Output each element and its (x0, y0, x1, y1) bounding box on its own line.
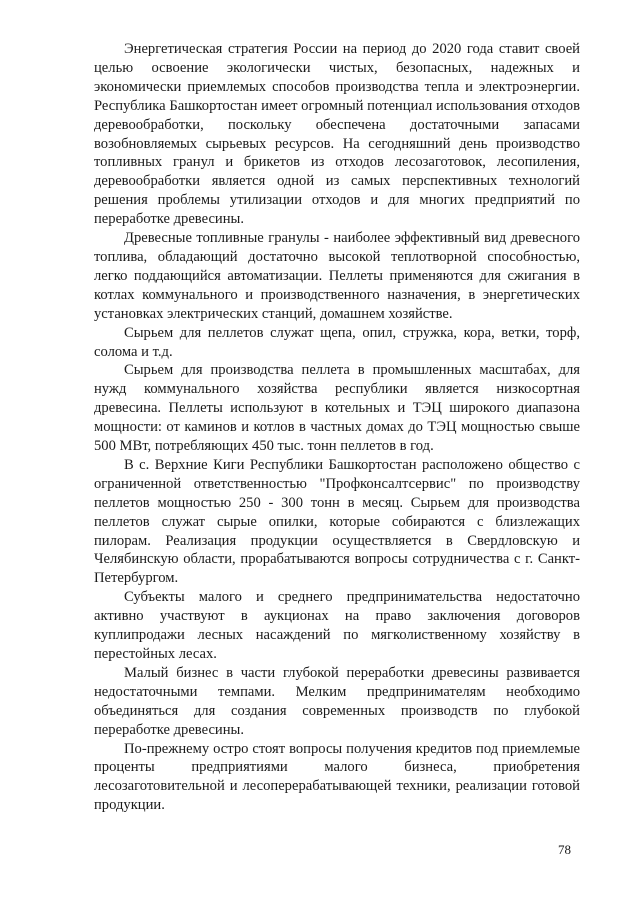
paragraph-small-business-auctions: Субъекты малого и среднего предпринимательства недостаточно активно участвуют в аукционах на право заключения договоров куплипродажи лесных насаждений по мягколиственному хозяйству в перестойных лесах. (94, 589, 580, 662)
paragraph-verkhnie-kigi: В с. Верхние Киги Республики Башкортостан расположено общество с ограниченной ответственностью "Профконсалтсервис" по производству пеллетов мощностью 250 - 300 тонн в месяц. Сырьем для производства пеллетов служат сырые опилки, которые собираются с близлежащих пилорам. Реализация продукции осуществляется в Свердловскую и Челябинскую области, прорабатываются вопросы сотрудничества с г. Санкт-Петербургом. (94, 456, 580, 587)
paragraph-energy-strategy: Энергетическая стратегия России на период до 2020 года ставит своей целью освоение экологически чистых, безопасных, надежных и экономически приемлемых способов производства тепла и электроэнергии. Республика Башкортостан имеет огромный потенциал использования отходов деревообработки, поскольку обеспечена достаточными запасами возобновляемых сырьевых ресурсов. На сегодняшний день производство топливных гранул и брикетов из отходов лесозаготовок, лесопиления, деревообработки является одной из самых перспективных технологий решения проблемы утилизации отходов и для многих предприятий по переработке древесины. (94, 41, 580, 228)
body-text (94, 40, 580, 815)
page-number: 78 (558, 842, 571, 857)
paragraph-credits: По-прежнему остро стоят вопросы получения кредитов под приемлемые проценты предприятиями малого бизнеса, приобретения лесозаготовительной и лесоперерабатывающей техники, реализации готовой продукции. (94, 740, 580, 814)
paragraph-fuel-pellets: Древесные топливные гранулы - наиболее эффективный вид древесного топлива, обладающий достаточно высокой теплотворной способностью, легко поддающийся автоматизации. Пеллеты применяются для сжигания в котлах коммунального и производственного назначения, в энергетических установках электрических станций, домашнем хозяйстве. (94, 230, 580, 322)
paragraph-deep-processing: Малый бизнес в части глубокой переработки древесины развивается недостаточными темпами. Мелким предпринимателям необходимо объединяться для создания современных производств по глубокой переработке древесины. (94, 664, 580, 738)
paragraph-pellet-raw-materials: Сырьем для пеллетов служат щепа, опил, стружка, кора, ветки, торф, солома и т.д. (94, 324, 580, 360)
paragraph-industrial-production: Сырьем для производства пеллета в промышленных масштабах, для нужд коммунального хозяйства республики является низкосортная древесина. Пеллеты используют в котельных и ТЭЦ широкого диапазона мощности: от каминов и котлов в частных домах до ТЭЦ мощностью свыше 500 МВт, потребляющих 450 тыс. тонн пеллетов в год. (94, 362, 580, 455)
